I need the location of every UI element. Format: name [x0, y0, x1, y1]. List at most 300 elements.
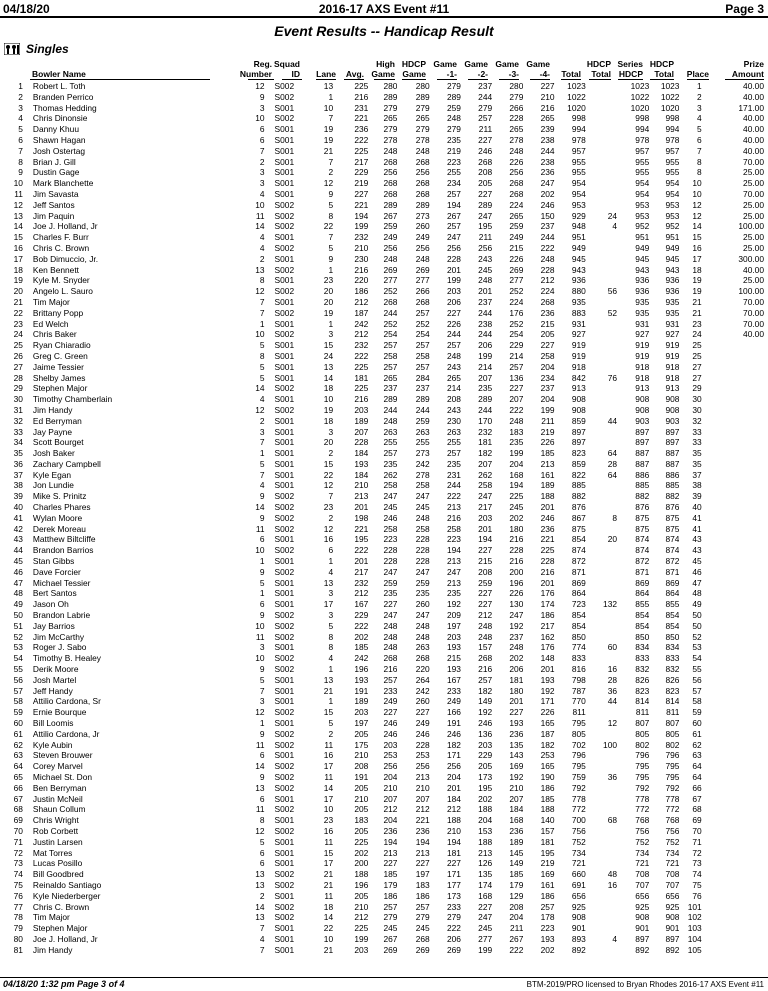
cell-average: 186	[354, 286, 369, 297]
cell-game-3: 268	[509, 178, 524, 189]
cell-lane: 19	[323, 134, 334, 145]
cell-total: 953	[571, 199, 586, 210]
cell-hdcp-game: 244	[415, 404, 430, 415]
cell-average: 212	[354, 912, 369, 923]
cell-bowler-name: Dave Forcier	[32, 566, 81, 577]
cell-lane: 23	[323, 502, 334, 513]
cell-series-hdcp: 952	[635, 221, 650, 232]
cell-high-game: 268	[383, 156, 398, 167]
cell-reg-number: 7	[259, 145, 265, 156]
cell-hdcp-game: 259	[415, 415, 430, 426]
cell-average: 185	[354, 642, 369, 653]
cell-game-3: 265	[509, 210, 524, 221]
cell-row-number: 4	[18, 113, 23, 124]
cell-hdcp-game: 220	[415, 664, 430, 675]
cell-prize-amount	[711, 848, 768, 859]
cell-hdcp-total: 28	[607, 674, 618, 685]
cell-hdcp-total: 4	[612, 933, 618, 944]
cell-place: 33	[692, 426, 702, 437]
cell-place: 17	[692, 253, 702, 264]
cell-row-number: 29	[13, 383, 23, 394]
cell-high-game: 246	[383, 728, 398, 739]
cell-high-game: 223	[383, 534, 398, 545]
cell-row-number: 3	[18, 102, 23, 113]
cell-game-2: 227	[478, 901, 493, 912]
cell-average: 212	[354, 329, 369, 340]
cell-lane: 3	[328, 588, 334, 599]
cell-row-number: 15	[13, 232, 23, 243]
cell-lane: 8	[328, 631, 334, 642]
cell-row-number: 30	[13, 394, 23, 405]
cell-high-game: 228	[383, 545, 398, 556]
cell-hdcp-game: 247	[415, 491, 430, 502]
cell-reg-number: 7	[259, 437, 265, 448]
cell-game-3: 228	[509, 545, 524, 556]
cell-bowler-name: Ed Berryman	[32, 415, 82, 426]
cell-series-hdcp: 925	[635, 901, 650, 912]
cell-hdcp-total: 68	[607, 815, 618, 826]
cell-place: 30	[692, 404, 702, 415]
cell-final-hdcp-total: 886	[665, 469, 680, 480]
cell-series-hdcp: 957	[635, 145, 650, 156]
cell-game-2: 247	[478, 491, 493, 502]
cell-total: 1022	[567, 91, 586, 102]
cell-final-hdcp-total: 925	[665, 901, 680, 912]
cell-hdcp-game: 247	[415, 610, 430, 621]
cell-game-4: 228	[540, 264, 555, 275]
cell-lane: 11	[324, 772, 334, 782]
cell-game-1: 243	[446, 404, 461, 415]
cell-high-game: 254	[383, 329, 398, 340]
table-row	[0, 783, 768, 794]
cell-game-2: 204	[478, 815, 493, 826]
cell-game-4: 182	[540, 739, 555, 750]
cell-hdcp-total	[586, 621, 617, 632]
cell-row-number: 45	[13, 556, 23, 567]
cell-hdcp-total	[586, 826, 617, 837]
cell-reg-number: 4	[259, 232, 265, 243]
cell-bowler-name: Stephen Major	[32, 923, 88, 934]
cell-game-1: 255	[446, 167, 461, 178]
cell-average: 184	[354, 469, 369, 480]
cell-reg-number: 5	[259, 674, 265, 685]
cell-squad-id: S001	[274, 340, 295, 351]
cell-row-number: 80	[13, 933, 23, 944]
cell-game-4: 161	[540, 879, 555, 890]
cell-squad-id: S002	[274, 491, 295, 502]
cell-hdcp-total	[586, 923, 617, 934]
cell-game-4: 171	[540, 696, 555, 707]
cell-hdcp-total	[586, 124, 617, 135]
cell-game-1: 230	[446, 415, 461, 426]
cell-total: 998	[571, 113, 586, 124]
cell-final-hdcp-total: 874	[665, 534, 680, 545]
cell-hdcp-total	[586, 427, 617, 438]
cell-row-number: 54	[13, 653, 23, 664]
cell-squad-id: S001	[274, 469, 295, 480]
cell-reg-number: 2	[259, 253, 265, 264]
cell-final-hdcp-total: 795	[665, 772, 680, 782]
cell-game-2: 195	[478, 221, 493, 232]
table-row	[0, 211, 768, 222]
table-row	[0, 524, 768, 535]
cell-game-3: 252	[509, 286, 524, 297]
cell-hdcp-game: 207	[415, 793, 430, 804]
column-header-l2: Game	[371, 69, 395, 79]
cell-average: 216	[354, 394, 369, 405]
cell-lane: 19	[323, 404, 334, 415]
column-header-l2: Avg.	[345, 69, 364, 79]
cell-bowler-name: Jaime Tessier	[32, 361, 84, 372]
cell-total: 854	[571, 620, 586, 631]
table-row	[0, 718, 768, 729]
cell-game-2: 245	[478, 264, 493, 275]
cell-hdcp-game: 256	[415, 242, 430, 253]
cell-high-game: 253	[383, 750, 398, 761]
cell-final-hdcp-total: 752	[665, 836, 680, 847]
cell-total: 869	[571, 577, 586, 588]
cell-game-2: 157	[478, 642, 493, 653]
cell-lane: 1	[328, 264, 334, 275]
cell-game-2: 243	[478, 253, 493, 264]
cell-final-hdcp-total: 854	[665, 610, 680, 621]
cell-row-number: 73	[13, 858, 23, 869]
cell-game-3: 169	[509, 761, 524, 772]
cell-final-hdcp-total: 949	[665, 242, 680, 253]
cell-game-4: 162	[540, 631, 555, 642]
cell-hdcp-total	[586, 632, 617, 643]
cell-series-hdcp: 834	[635, 642, 650, 653]
cell-game-1: 191	[446, 718, 461, 729]
table-row	[0, 696, 768, 707]
cell-reg-number: 4	[259, 242, 265, 253]
cell-game-3: 236	[509, 728, 524, 739]
cell-total: 792	[571, 782, 586, 793]
cell-hdcp-total	[586, 912, 617, 923]
cell-average: 213	[354, 491, 369, 502]
cell-total: 919	[571, 350, 586, 361]
cell-game-3: 222	[509, 944, 524, 955]
cell-lane: 21	[323, 145, 334, 156]
cell-game-4: 238	[540, 156, 555, 167]
cell-hdcp-total	[586, 502, 617, 513]
cell-high-game: 258	[383, 523, 398, 534]
header-underline	[316, 79, 336, 80]
cell-prize-amount: 100.00	[738, 286, 764, 297]
cell-squad-id: S002	[274, 782, 295, 793]
cell-total: 816	[571, 664, 586, 675]
cell-prize-amount	[711, 923, 768, 934]
cell-game-2: 238	[478, 318, 493, 329]
cell-game-1: 203	[446, 631, 461, 642]
cell-high-game: 210	[383, 782, 398, 793]
cell-game-1: 244	[446, 329, 461, 340]
cell-hdcp-total: 24	[607, 210, 618, 221]
header-underline	[30, 79, 210, 80]
cell-place: 101	[687, 901, 702, 912]
cell-game-1: 235	[446, 134, 461, 145]
cell-final-hdcp-total: 953	[665, 199, 680, 210]
cell-prize-amount: 40.00	[743, 113, 764, 124]
cell-game-1: 235	[446, 458, 461, 469]
cell-average: 196	[354, 879, 369, 890]
cell-final-hdcp-total: 708	[665, 869, 680, 880]
cell-game-1: 279	[446, 912, 461, 923]
cell-average: 203	[354, 944, 369, 955]
cell-game-4: 236	[540, 307, 555, 318]
cell-reg-number: 2	[259, 156, 265, 167]
table-row	[0, 340, 768, 351]
cell-row-number: 67	[13, 793, 23, 804]
cell-lane: 10	[323, 394, 334, 405]
cell-lane: 1	[328, 91, 334, 102]
cell-total: 787	[571, 685, 586, 696]
cell-squad-id: S002	[274, 286, 295, 297]
cell-place: 104	[687, 933, 702, 944]
cell-average: 189	[354, 696, 369, 707]
cell-row-number: 50	[13, 610, 23, 621]
cell-hdcp-game: 248	[415, 145, 430, 156]
cell-row-number: 24	[13, 329, 23, 340]
cell-game-2: 168	[478, 890, 493, 901]
cell-prize-amount	[711, 621, 768, 632]
cell-hdcp-game: 257	[415, 361, 430, 372]
cell-high-game: 259	[383, 221, 398, 232]
cell-high-game: 204	[383, 772, 398, 782]
cell-hdcp-total	[586, 189, 617, 200]
cell-average: 230	[354, 253, 369, 264]
cell-game-2: 244	[478, 91, 493, 102]
cell-game-1: 193	[446, 642, 461, 653]
cell-lane: 23	[323, 275, 334, 286]
cell-total: 864	[571, 588, 586, 599]
cell-bowler-name: Brian J. Gill	[32, 156, 76, 167]
cell-game-4: 253	[540, 750, 555, 761]
cell-row-number: 9	[18, 167, 23, 178]
cell-total: 885	[571, 480, 586, 491]
cell-game-1: 219	[446, 145, 461, 156]
cell-series-hdcp: 832	[635, 664, 650, 675]
cell-game-4: 216	[540, 566, 555, 577]
cell-game-2: 237	[478, 296, 493, 307]
cell-series-hdcp: 854	[635, 610, 650, 621]
cell-lane: 3	[328, 610, 334, 621]
cell-hdcp-game: 236	[415, 825, 430, 836]
cell-hdcp-game: 260	[415, 221, 430, 232]
cell-average: 225	[354, 81, 369, 91]
cell-hdcp-game: 273	[415, 210, 430, 221]
cell-game-4: 176	[540, 588, 555, 599]
cell-place: 19	[692, 275, 702, 286]
cell-squad-id: S002	[274, 221, 295, 232]
cell-total: 774	[571, 642, 586, 653]
cell-game-4: 246	[540, 199, 555, 210]
cell-average: 205	[354, 890, 369, 901]
cell-final-hdcp-total: 936	[665, 275, 680, 286]
cell-game-3: 181	[509, 674, 524, 685]
cell-game-3: 267	[509, 933, 524, 944]
cell-hdcp-total	[586, 362, 617, 373]
cell-lane: 16	[323, 825, 334, 836]
cell-series-hdcp: 908	[635, 912, 650, 923]
cell-hdcp-total	[586, 556, 617, 567]
cell-series-hdcp: 951	[635, 232, 650, 243]
cell-high-game: 248	[383, 145, 398, 156]
cell-lane: 20	[323, 437, 334, 448]
table-row	[0, 588, 768, 599]
cell-prize-amount	[711, 837, 768, 848]
cell-game-2: 248	[478, 631, 493, 642]
cell-game-1: 188	[446, 815, 461, 826]
cell-bowler-name: Kyle Niederberger	[32, 890, 101, 901]
cell-series-hdcp: 875	[635, 512, 650, 523]
cell-high-game: 268	[383, 653, 398, 664]
cell-lane: 22	[323, 923, 334, 934]
cell-game-2: 227	[478, 134, 493, 145]
cell-high-game: 258	[383, 480, 398, 491]
cell-total: 936	[571, 275, 586, 286]
cell-high-game: 244	[383, 404, 398, 415]
cell-hdcp-game: 248	[415, 620, 430, 631]
cell-series-hdcp: 892	[635, 944, 650, 955]
cell-game-2: 216	[478, 664, 493, 675]
cell-total: 772	[571, 804, 586, 815]
cell-series-hdcp: 885	[635, 480, 650, 491]
cell-series-hdcp: 802	[635, 739, 650, 750]
cell-game-2: 188	[478, 836, 493, 847]
cell-hdcp-game: 289	[415, 199, 430, 210]
cell-prize-amount	[711, 642, 768, 653]
cell-total: 656	[571, 890, 586, 901]
cell-series-hdcp: 872	[635, 556, 650, 567]
table-row	[0, 362, 768, 373]
cell-game-2: 232	[478, 426, 493, 437]
cell-hdcp-game: 242	[415, 458, 430, 469]
cell-game-2: 205	[478, 178, 493, 189]
cell-row-number: 42	[13, 523, 23, 534]
cell-average: 221	[354, 113, 369, 124]
cell-lane: 16	[323, 534, 334, 545]
cell-series-hdcp: 826	[635, 674, 650, 685]
cell-hdcp-game: 213	[415, 847, 430, 858]
cell-high-game: 237	[383, 383, 398, 394]
cell-row-number: 39	[13, 491, 23, 502]
header-underline	[374, 79, 395, 80]
cell-final-hdcp-total: 935	[665, 307, 680, 318]
cell-high-game: 212	[383, 804, 398, 815]
cell-total: 945	[571, 253, 586, 264]
cell-total: 883	[571, 307, 586, 318]
cell-game-4: 219	[540, 426, 555, 437]
section-heading	[4, 42, 69, 56]
cell-game-2: 206	[478, 340, 493, 351]
cell-bowler-name: Charles F. Burr	[32, 232, 89, 243]
cell-total: 908	[571, 912, 586, 923]
cell-hdcp-total	[586, 383, 617, 394]
cell-hdcp-total	[586, 578, 617, 589]
cell-total: 1020	[567, 102, 586, 113]
cell-game-1: 259	[446, 102, 461, 113]
cell-hdcp-total: 16	[607, 664, 618, 675]
cell-high-game: 289	[383, 91, 398, 102]
cell-bowler-name: Chris C. Brown	[32, 242, 90, 253]
cell-row-number: 46	[13, 566, 23, 577]
cell-total: 822	[571, 469, 586, 480]
table-row	[0, 567, 768, 578]
cell-game-2: 153	[478, 825, 493, 836]
cell-place: 5	[697, 124, 702, 135]
cell-average: 216	[354, 264, 369, 275]
table-row	[0, 750, 768, 761]
cell-game-3: 194	[509, 480, 524, 491]
cell-game-2: 227	[478, 545, 493, 556]
cell-final-hdcp-total: 802	[665, 739, 680, 750]
table-row	[0, 934, 768, 945]
cell-game-4: 199	[540, 404, 555, 415]
header-underline	[468, 79, 488, 80]
cell-hdcp-total	[586, 653, 617, 664]
cell-hdcp-game: 258	[415, 480, 430, 491]
table-row	[0, 232, 768, 243]
cell-place: 55	[692, 664, 702, 675]
cell-hdcp-total	[586, 113, 617, 124]
cell-reg-number: 6	[259, 134, 265, 145]
cell-game-1: 197	[446, 620, 461, 631]
cell-series-hdcp: 955	[635, 167, 650, 178]
cell-average: 225	[354, 145, 369, 156]
cell-row-number: 53	[13, 642, 23, 653]
cell-game-4: 236	[540, 523, 555, 534]
cell-total: 994	[571, 124, 586, 135]
cell-bowler-name: Corey Marvel	[32, 761, 83, 772]
cell-lane: 15	[323, 458, 334, 469]
cell-prize-amount: 40.00	[743, 91, 764, 102]
cell-series-hdcp: 796	[635, 750, 650, 761]
cell-place: 62	[692, 739, 702, 750]
cell-squad-id: S001	[274, 167, 295, 178]
cell-prize-amount	[711, 912, 768, 923]
cell-series-hdcp: 927	[635, 329, 650, 340]
cell-row-number: 2	[18, 91, 23, 102]
cell-hdcp-game: 259	[415, 577, 430, 588]
cell-series-hdcp: 792	[635, 782, 650, 793]
cell-total: 880	[571, 286, 586, 297]
cell-bowler-name: Timothy Chamberlain	[32, 394, 113, 405]
cell-hdcp-game: 278	[415, 134, 430, 145]
cell-hdcp-total	[586, 103, 617, 114]
cell-squad-id: S002	[274, 502, 295, 513]
cell-bowler-name: Josh Martel	[32, 674, 77, 685]
column-headers	[0, 58, 768, 80]
cell-series-hdcp: 887	[635, 448, 650, 459]
cell-game-3: 192	[509, 772, 524, 782]
cell-series-hdcp: 901	[635, 923, 650, 934]
cell-lane: 5	[328, 620, 334, 631]
cell-place: 52	[692, 631, 702, 642]
cell-bowler-name: Ernie Bourque	[32, 707, 87, 718]
cell-game-1: 194	[446, 836, 461, 847]
cell-row-number: 21	[13, 296, 23, 307]
cell-place: 43	[692, 545, 702, 556]
cell-high-game: 263	[383, 426, 398, 437]
cell-game-2: 182	[478, 685, 493, 696]
cell-total: 955	[571, 156, 586, 167]
cell-place: 4	[697, 113, 702, 124]
table-row	[0, 351, 768, 362]
cell-average: 207	[354, 426, 369, 437]
cell-lane: 14	[323, 372, 334, 383]
cell-squad-id: S001	[274, 534, 295, 545]
